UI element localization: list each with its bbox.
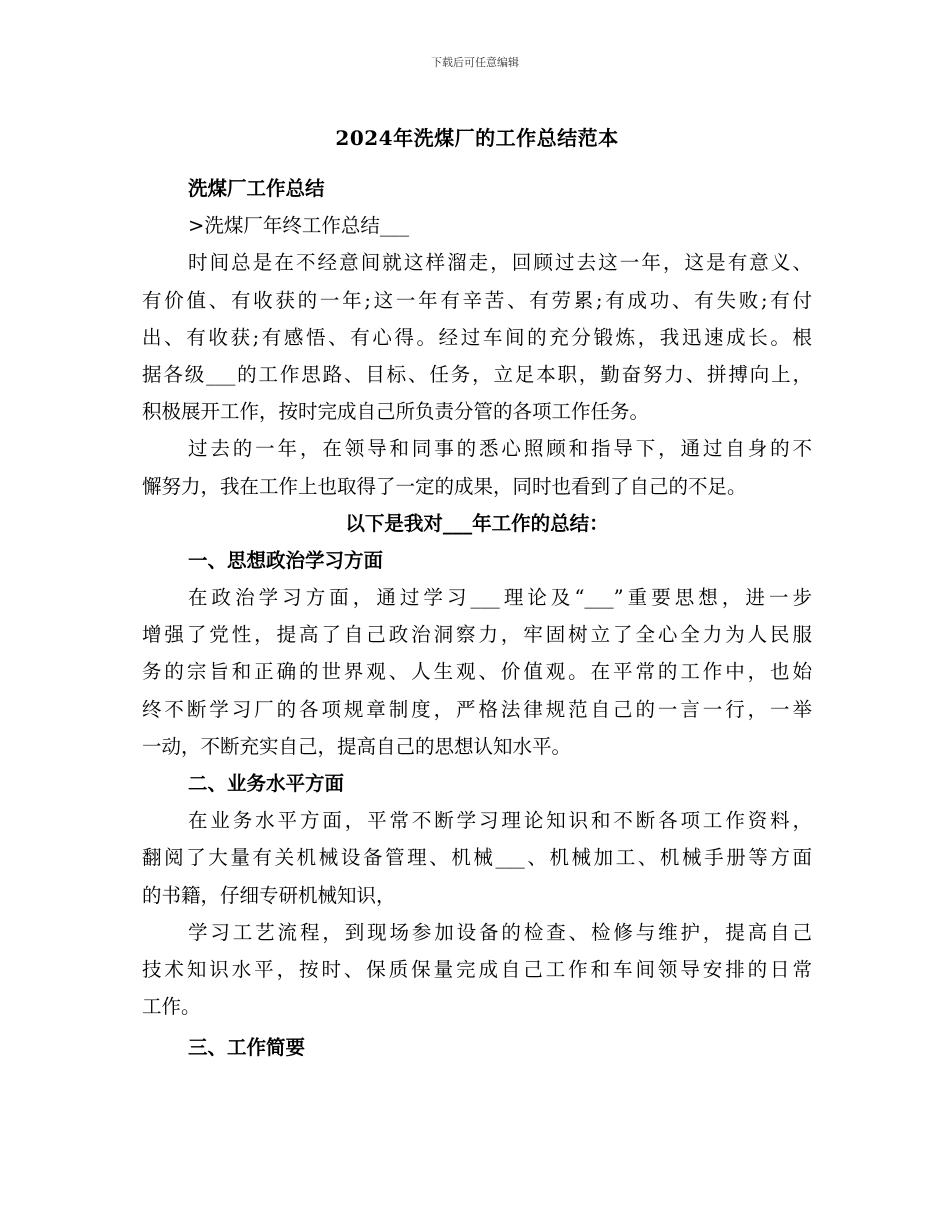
- para2-line: 过去的一年，在领导和同事的悉心照顾和指导下，通过自身的不: [188, 437, 812, 461]
- para1-line: 有价值、有收获的一年;这一年有辛苦、有劳累;有成功、有失败;有付: [142, 288, 812, 312]
- section2-line: 工作。: [142, 995, 201, 1019]
- section1-line: 在政治学习方面，通过学习___理论及“___”重要思想，进一步: [188, 586, 812, 610]
- para1-line: 积极展开工作，按时完成自己所负责分管的各项工作任务。: [142, 400, 650, 424]
- para2-line: 懈努力，我在工作上也取得了一定的成果，同时也看到了自己的不足。: [142, 474, 747, 498]
- section2-line: 翻阅了大量有关机械设备管理、机械___、机械加工、机械手册等方面: [142, 846, 812, 870]
- section1-line: 增强了党性，提高了自己政治洞察力，牢固树立了全心全力为人民服: [142, 623, 812, 647]
- section2-line: 技术知识水平，按时、保质保量完成自己工作和车间领导安排的日常: [142, 957, 812, 981]
- section1-heading: 一、思想政治学习方面: [188, 548, 384, 572]
- para1-line: 据各级___的工作思路、目标、任务，立足本职，勤奋努力、拼搏向上，: [142, 362, 812, 386]
- header-note: 下载后可任意编辑: [431, 56, 519, 69]
- section2-heading: 二、业务水平方面: [188, 772, 345, 795]
- para1-line: 时间总是在不经意间就这样溜走，回顾过去这一年，这是有意义、: [188, 251, 812, 275]
- section1-line: 务的宗旨和正确的世界观、人生观、价值观。在平常的工作中，也始: [142, 660, 812, 684]
- document-title: 2024年洗煤厂的工作总结范本: [335, 126, 619, 150]
- subtitle: 洗煤厂工作总结: [188, 177, 325, 200]
- section1-line: 一动，不断充实自己，提高自己的思想认知水平。: [142, 734, 572, 758]
- document-body: [142, 116, 812, 1067]
- section2-line: 的书籍，仔细专研机械知识，: [142, 883, 396, 907]
- section1-line: 终不断学习厂的各项规章制度，严格法律规范自己的一言一行，一举: [142, 697, 812, 721]
- summary-intro: 以下是我对___年工作的总结：: [345, 511, 609, 535]
- sub-link[interactable]: >洗煤厂年终工作总结___: [188, 214, 410, 238]
- section2-line: 在业务水平方面，平常不断学习理论知识和不断各项工作资料，: [188, 809, 812, 833]
- section3-heading: 三、工作简要: [188, 1036, 306, 1060]
- section2-line: 学习工艺流程，到现场参加设备的检查、检修与维护，提高自己: [188, 920, 812, 944]
- para1-line: 出、有收获;有感悟、有心得。经过车间的充分锻炼，我迅速成长。根: [142, 325, 812, 349]
